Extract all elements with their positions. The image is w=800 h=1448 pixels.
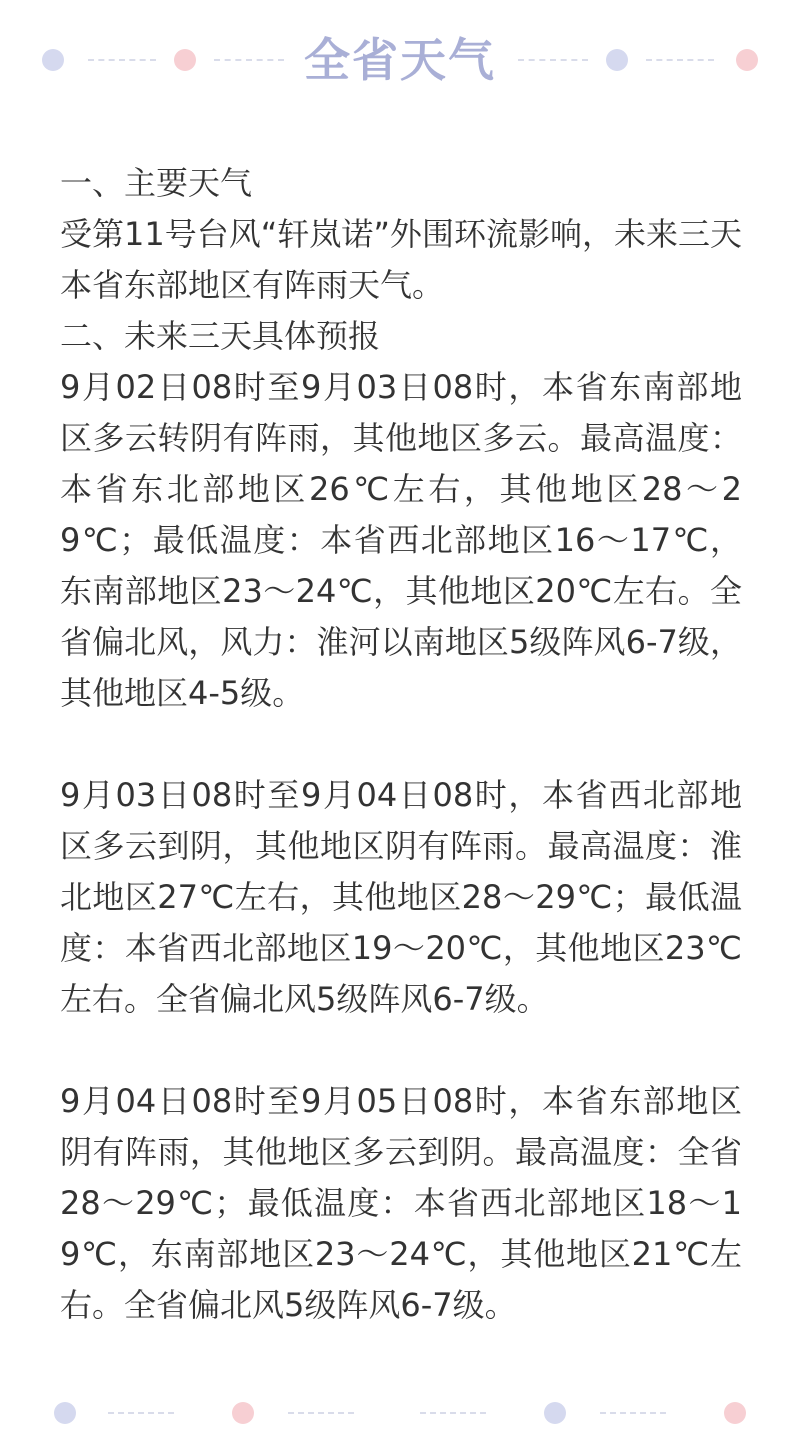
decorative-dot [544,1402,566,1424]
decorative-dot [736,49,758,71]
decorative-dot [42,49,64,71]
section-heading-main-weather: 一、主要天气 [60,164,253,202]
decorative-dash [420,1412,486,1414]
footer-decoration [0,1398,800,1428]
decorative-dot [54,1402,76,1424]
paragraph-gap [60,719,742,770]
main-weather-text: 受第11号台风“轩岚诺”外围环流影响，未来三天本省东部地区有阵雨天气。 [60,215,742,304]
forecast-content [60,158,742,1331]
forecast-day-2: 9月03日08时至9月04日08时，本省西北部地区多云到阴，其他地区阴有阵雨。最高温度：淮北地区27℃左右，其他地区28～29℃；最低温度：本省西北部地区19～20℃，其他地区23℃左右。全省偏北风5级阵风6-7级。 [60,776,742,1018]
decorative-dash [108,1412,174,1414]
decorative-dash [88,59,156,61]
decorative-dash [646,59,714,61]
section-heading-forecast: 二、未来三天具体预报 [60,317,381,355]
decorative-dot [232,1402,254,1424]
forecast-day-1: 9月02日08时至9月03日08时，本省东南部地区多云转阴有阵雨，其他地区多云。最高温度：本省东北部地区26℃左右，其他地区28～29℃；最低温度：本省西北部地区16～17℃，东南部地区23～24℃，其他地区20℃左右。全省偏北风，风力：淮河以南地区5级阵风6-7级，其他地区4-5级。 [60,368,742,712]
decorative-dot [174,49,196,71]
decorative-dot [606,49,628,71]
paragraph-gap [60,1025,742,1076]
decorative-dash [600,1412,666,1414]
decorative-dash [288,1412,354,1414]
decorative-dot [724,1402,746,1424]
page-title: 全省天气 [304,33,496,87]
forecast-day-3: 9月04日08时至9月05日08时，本省东部地区阴有阵雨，其他地区多云到阴。最高温度：全省28～29℃；最低温度：本省西北部地区18～19℃，东南部地区23～24℃，其他地区21℃左右。全省偏北风5级阵风6-7级。 [60,1082,742,1324]
